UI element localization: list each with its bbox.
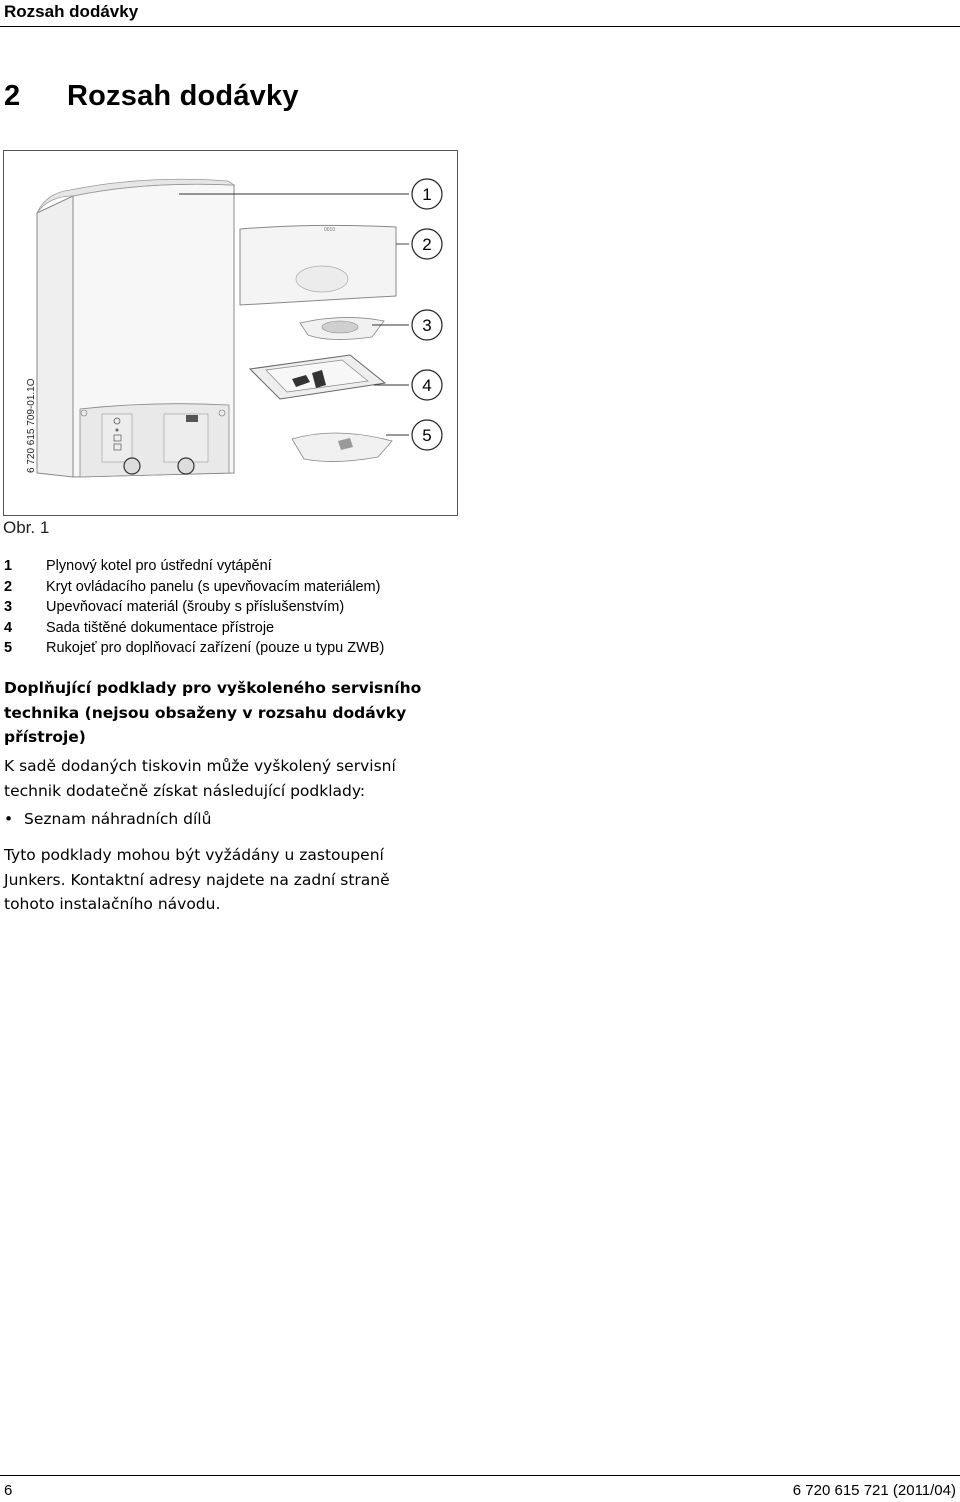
legend-item: 4 Sada tištěné dokumentace přístroje <box>4 619 275 636</box>
callout-2 <box>412 229 442 259</box>
legend-item: 1 Plynový kotel pro ústřední vytápění <box>4 558 272 574</box>
section-title <box>4 80 299 113</box>
bullet-icon: • <box>4 810 14 828</box>
svg-text:5: 5 <box>422 426 432 445</box>
header-rule <box>0 26 960 27</box>
callout-1 <box>412 179 442 209</box>
legend-item: 3 Upevňovací materiál (šrouby s příslušenstvím) <box>4 599 345 615</box>
running-header: Rozsah dodávky <box>4 2 139 21</box>
documentation-set-illustration <box>250 355 385 399</box>
legend-item: 2 Kryt ovládacího panelu (s upevňovacím materiálem) <box>4 578 381 595</box>
control-panel-cover-illustration <box>240 225 396 305</box>
paragraph: K sadě dodaných tiskovin může vyškolený servisní technik dodatečně získat následující podklady: <box>4 757 396 800</box>
document-code: 6 720 615 721 (2011/04) <box>792 1482 956 1499</box>
gas-boiler-illustration <box>37 179 234 477</box>
callout-4 <box>412 370 442 400</box>
callout-5 <box>412 420 442 450</box>
subheading: Doplňující podklady pro vyškoleného servisního technika (nejsou obsaženy v rozsahu dodávky přístroje) <box>4 679 422 746</box>
paragraph: Tyto podklady mohou být vyžádány u zastoupení Junkers. Kontaktní adresy najdete na zadní straně tohoto instalačního návodu. <box>4 846 390 913</box>
callout-3 <box>412 310 442 340</box>
cover-panel-label: 0010 <box>324 227 336 233</box>
section-number: 2 <box>4 80 21 112</box>
bullet-list-item: • Seznam náhradních dílů <box>4 807 434 832</box>
page-number: 6 <box>4 1482 13 1499</box>
svg-text:3: 3 <box>422 316 432 335</box>
footer-rule <box>0 1475 960 1476</box>
svg-text:1: 1 <box>422 185 432 204</box>
figure-caption: Obr. 1 <box>3 518 50 537</box>
figure-delivery-scope <box>3 150 458 516</box>
fixing-material-bag-illustration <box>300 317 384 339</box>
section-title-text: Rozsah dodávky <box>67 80 299 112</box>
handle-bag-illustration <box>292 433 392 462</box>
figure-side-code: 6 720 615 709-01.1O <box>26 378 37 473</box>
svg-text:4: 4 <box>422 376 432 395</box>
svg-text:2: 2 <box>422 235 432 254</box>
figure-legend <box>4 556 384 659</box>
figure-illustration <box>4 151 457 515</box>
legend-item: 5 Rukojeť pro doplňovací zařízení (pouze u typu ZWB) <box>4 640 385 656</box>
